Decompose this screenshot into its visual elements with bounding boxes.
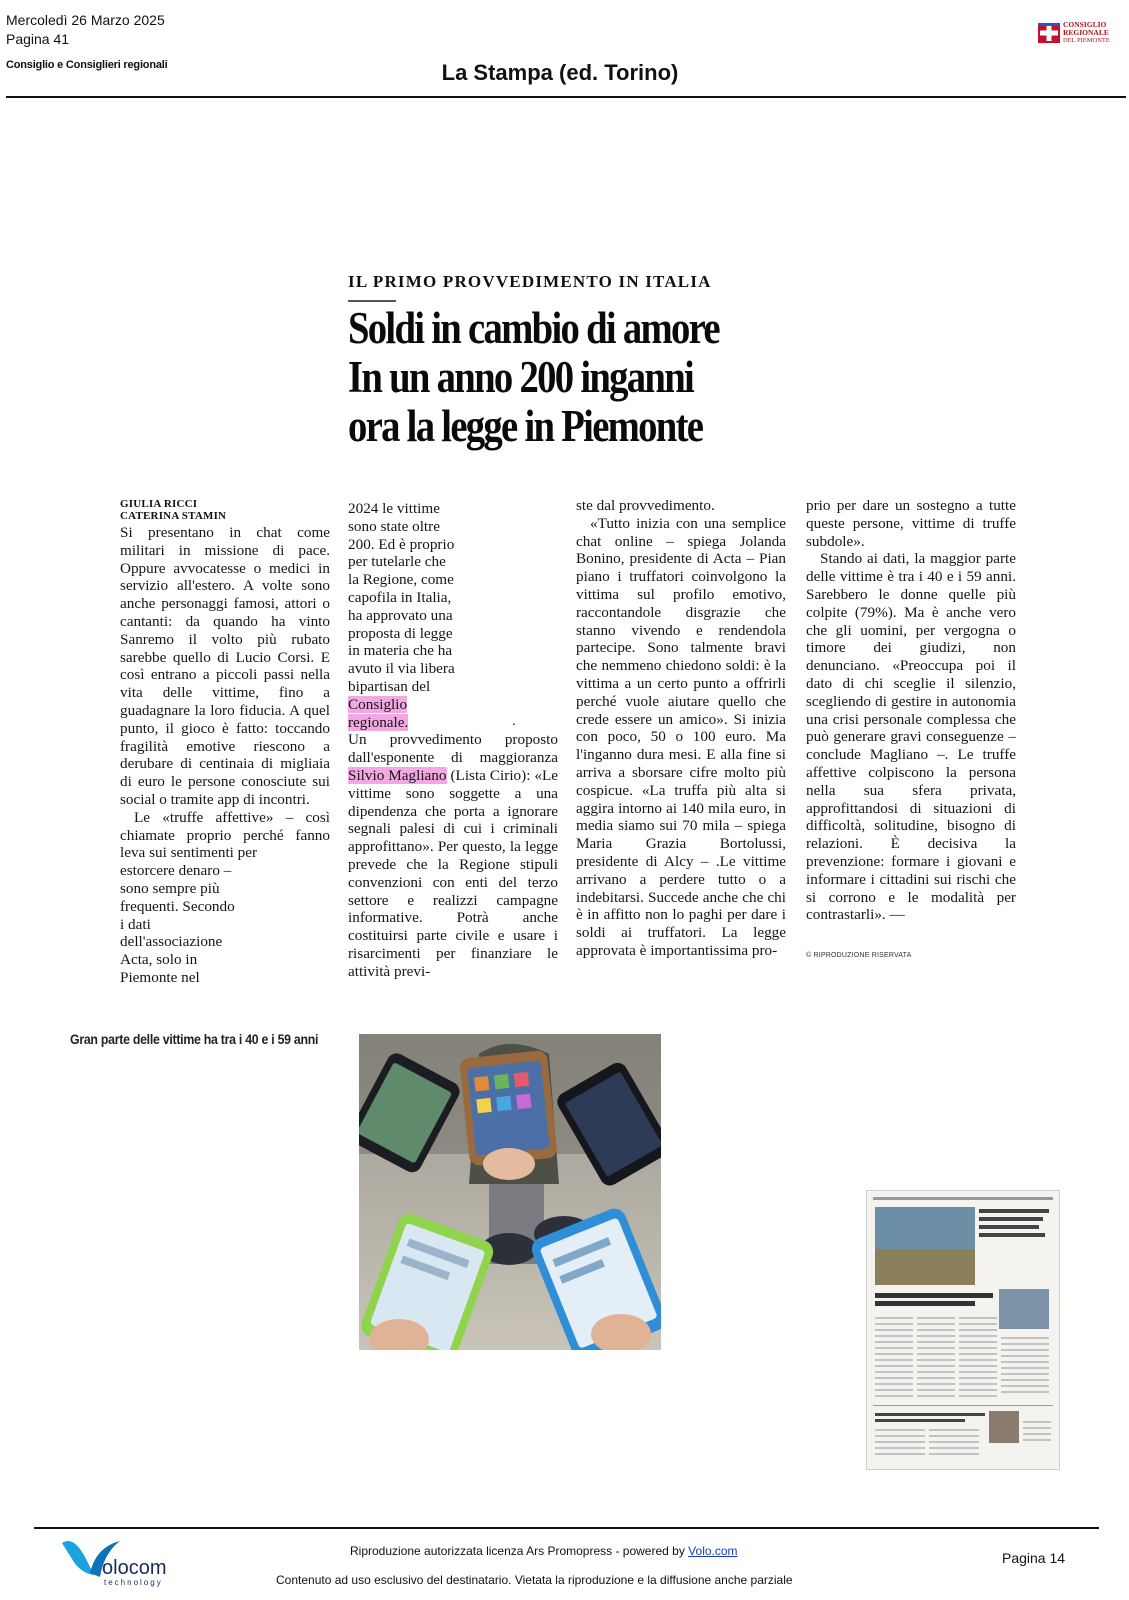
- volocom-logo: [60, 1533, 200, 1589]
- headline-line-1: Soldi in cambio di amore: [348, 303, 719, 353]
- thumbnail-preview: [867, 1191, 1059, 1469]
- highlight-consiglio-regionale: Consiglio regionale.: [348, 695, 409, 731]
- newspaper-name: La Stampa (ed. Torino): [441, 60, 679, 85]
- stray-dot: .: [512, 712, 516, 728]
- col4-paragraph-2: Stando ai dati, la maggior parte delle vittime è tra i 40 e i 59 anni. Sarebbero le donne quelle più colpite (79%). Ma è anche vero che gli uomini, per vergogna o timore dei giudizi, non denunciano. «Preoccupa poi il dato di chi sceglie il silenzio, scegliendo di gestire in autonomia una crisi personale complessa che può generare gravi conseguenze – conclude Magliano –. Le truffe affettive colpiscono la persona nella sua sfera privata, approfittandosi di situazioni di difficoltà, solitudine, bisogno di relazioni. È decisiva la prevenzione: formare i giovani e informare i cittadini sui rischi che si corrono e le modalità per contrastarli». —: [806, 550, 1016, 924]
- volo-link[interactable]: Volo.com: [688, 1544, 738, 1558]
- col3-paragraph-2: «Tutto inizia con una semplice chat online – spiega Jolanda Bonino, presidente di Acta – Pian piano i truffatori coinvolgono la vittima sul profilo emotivo, raccontandole disgrazie che stanno vivendo e rendendola partecipe. Sono talmente bravi che nemmeno chiedono soldi: è la vittima a un certo punto a offrirli perché vuole aiutare quello che crede essere un amico». Si inizia con poco, 50 o 100 euro. Ma l'inganno dura mesi. E alla fine si arriva a sborsare cifre molto più cospicue. «La truffa più alta si aggira intorno ai 140 mila euro, in media siamo sui 70 mila – spiega Maria Grazia Bortolussi, presidente di Alcy – .Le vittime arrivano a perdere tutto o a indebitarsi. Succede anche che chi è in affitto non lo paghi per dare i soldi ai truffatori. La legge approvata è importantissima pro-: [576, 514, 786, 959]
- col1-paragraph-2-wrap: estorcere denaro – sono sempre più frequenti. Secondo i dati dell'associazione Acta, solo in Piemonte nel: [120, 862, 235, 986]
- col2-p2-start: Un provvedimento proposto dall'esponente di maggioranza: [348, 731, 558, 767]
- article-kicker: IL PRIMO PROVVEDIMENTO IN ITALIA: [348, 272, 712, 291]
- highlight-silvio-magliano: Silvio Magliano: [348, 766, 447, 784]
- clipping-section: Consiglio e Consiglieri regionali: [6, 59, 168, 71]
- col1-paragraph-2: Le «truffe affettive» – così chiamate proprio perché fanno leva sui sentimenti per: [120, 808, 330, 862]
- col2-p2-end: (Lista Cirio): «Le vittime sono soggette a una dipendenza che porta a ignorare segnali palesi di cui i criminali approfittano». Per questo, la legge prevede che la Regione stipuli convenzioni con enti del terzo settore e realizzi campagne informative. Potrà anche costituirsi parte civile e usare i risarcimenti per finanziare le attività previ-: [348, 766, 559, 980]
- article-column-2: [348, 500, 558, 981]
- photo-caption: Gran parte delle vittime ha tra i 40 e i 59 anni: [70, 1031, 319, 1047]
- article-column-3: [576, 497, 786, 960]
- footer-page-number: Pagina 14: [1002, 1550, 1066, 1566]
- col4-paragraph-1: prio per dare un sostegno a tutte queste persone, vittime di truffe subdole».: [806, 497, 1016, 550]
- headline-line-2: In un anno 200 inganni: [348, 352, 694, 402]
- author-1: GIULIA RICCI: [120, 498, 198, 510]
- smartphones-photo: [359, 1034, 661, 1350]
- col3-paragraph-1: ste dal provvedimento.: [576, 497, 715, 514]
- headline-line-3: ora la legge in Piemonte: [348, 401, 703, 451]
- consiglio-regionale-logo: [1038, 22, 1122, 44]
- col1-paragraph-1: Si presentano in chat come militari in missione di pace. Oppure avvocatesse o medici in servizio all'estero. A volte sono anche personaggi famosi, attori o cantanti: da quando ha vinto Sanremo il volto più rubato sarebbe quello di Lucio Corsi. E così entrano a piccoli passi nella vita delle vittime, fino a guadagnare la loro fiducia. A quel punto, il gioco è fatto: toccando fragilità emotive riescono a derubare di centinaia di migliaia di euro le persone conosciute sui social o tramite app di incontri.: [120, 524, 330, 808]
- clipping-page-number: Pagina 41: [6, 31, 70, 47]
- clipping-date: Mercoledì 26 Marzo 2025: [6, 12, 165, 28]
- page-thumbnail: [866, 1190, 1060, 1470]
- col2-paragraph-1: 2024 le vittime sono state oltre 200. Ed è proprio per tutelarle che la Regione, come capofila in Italia, ha approvato una proposta di legge in materia che ha avuto il via libera bipartisan del: [348, 500, 455, 695]
- volocom-tagline: technology: [104, 1578, 163, 1587]
- article-byline: [120, 498, 226, 522]
- piemonte-flag-icon: [1038, 23, 1060, 43]
- author-2: CATERINA STAMIN: [120, 510, 227, 522]
- article-headline: [348, 304, 761, 451]
- kicker-rule: [348, 300, 396, 302]
- license-text: Riproduzione autorizzata licenza Ars Promopress - powered by: [350, 1544, 685, 1558]
- article-column-1: [120, 524, 330, 987]
- usage-notice: Contenuto ad uso esclusivo del destinatario. Vietata la riproduzione e la diffusione anche parziale: [276, 1573, 793, 1587]
- logo-line2: REGIONALE: [1063, 28, 1109, 37]
- article-column-4: [806, 497, 1016, 924]
- volocom-wordmark: olocom: [102, 1557, 167, 1579]
- footer-divider: [34, 1527, 1099, 1529]
- license-line: [350, 1544, 738, 1558]
- col2-paragraph-2: [348, 731, 558, 980]
- logo-line1: CONSIGLIO: [1063, 20, 1107, 29]
- header-divider: [6, 96, 1126, 98]
- logo-line3: DEL PIEMONTE: [1063, 37, 1110, 44]
- copyright-notice: © RIPRODUZIONE RISERVATA: [806, 952, 912, 959]
